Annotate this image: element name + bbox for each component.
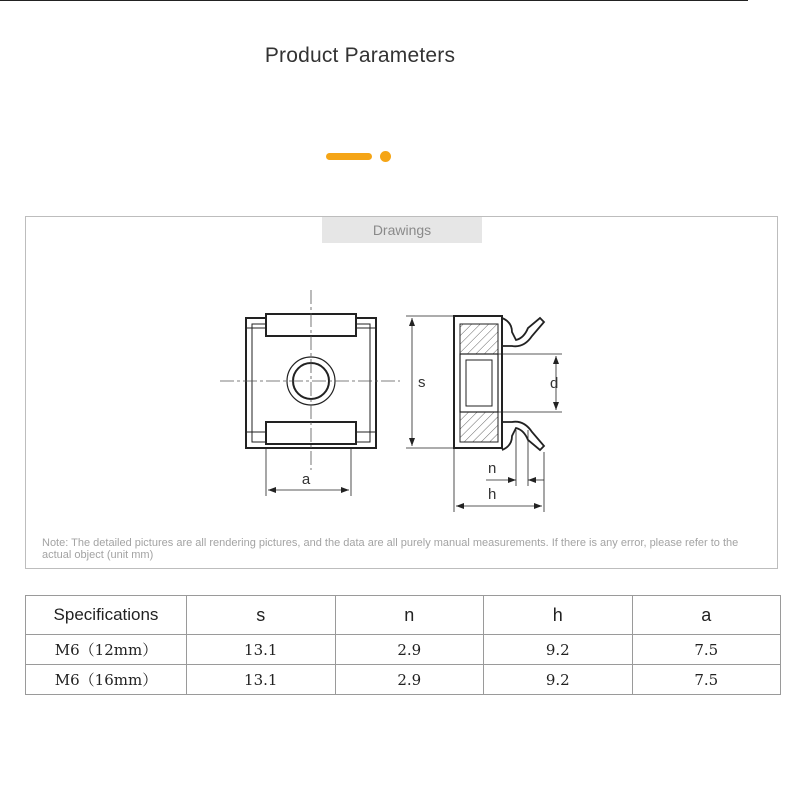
label-s: s bbox=[418, 374, 426, 391]
cell-spec: M6（16mm） bbox=[26, 665, 187, 695]
header-n: n bbox=[335, 596, 484, 635]
label-n: n bbox=[488, 460, 497, 477]
header-specifications: Specifications bbox=[26, 596, 187, 635]
drawing-note: Note: The detailed pictures are all rendering pictures, and the data are all purely manual measurements. If there is any error, please refer to the actual object (unit mm) bbox=[42, 537, 739, 561]
header-s: s bbox=[187, 596, 336, 635]
table-row bbox=[26, 665, 781, 695]
cell-h: 9.2 bbox=[484, 635, 633, 665]
side-view bbox=[406, 316, 562, 512]
drawings-tab: Drawings bbox=[322, 217, 482, 243]
technical-drawing bbox=[210, 280, 570, 520]
label-h: h bbox=[488, 486, 497, 503]
front-view bbox=[220, 290, 400, 496]
cell-a: 7.5 bbox=[632, 665, 781, 695]
top-rule bbox=[0, 0, 748, 1]
cell-a: 7.5 bbox=[632, 635, 781, 665]
specifications-table bbox=[25, 595, 781, 695]
cell-h: 9.2 bbox=[484, 665, 633, 695]
header-h: h bbox=[484, 596, 633, 635]
cell-s: 13.1 bbox=[187, 635, 336, 665]
page-title: Product Parameters bbox=[264, 44, 456, 67]
table-header-row bbox=[26, 596, 781, 635]
label-a: a bbox=[301, 471, 311, 488]
accent-dot bbox=[380, 151, 391, 162]
cell-n: 2.9 bbox=[335, 665, 484, 695]
cell-s: 13.1 bbox=[187, 665, 336, 695]
label-d: d bbox=[550, 375, 559, 392]
cell-n: 2.9 bbox=[335, 635, 484, 665]
accent-bar bbox=[326, 153, 372, 160]
cell-spec: M6（12mm） bbox=[26, 635, 187, 665]
table-row bbox=[26, 635, 781, 665]
header-a: a bbox=[632, 596, 781, 635]
